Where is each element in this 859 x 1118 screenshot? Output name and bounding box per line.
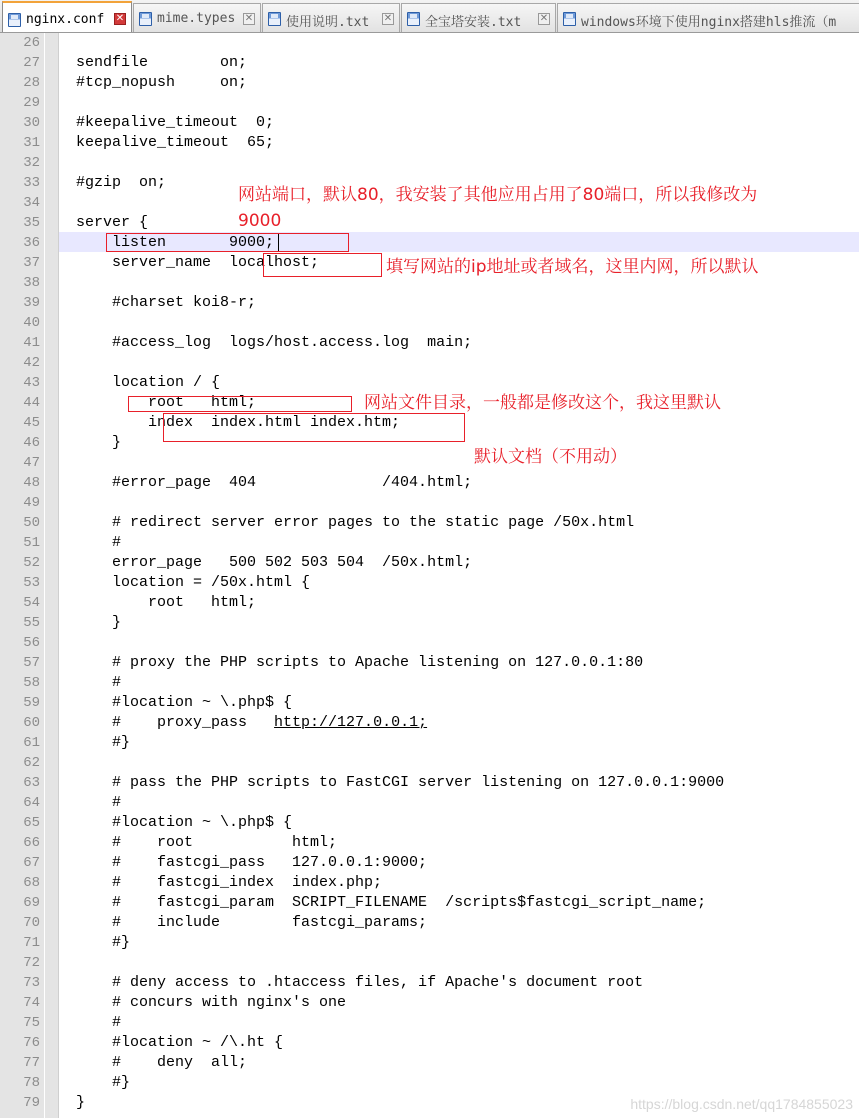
code-line[interactable]	[40, 1033, 283, 1053]
code-line[interactable]	[40, 113, 274, 133]
line-number: 64	[23, 795, 40, 811]
code-text: }	[40, 614, 122, 631]
line-number: 76	[23, 1035, 40, 1051]
line-number: 60	[23, 715, 40, 731]
line-number: 32	[23, 155, 40, 171]
file-icon	[8, 13, 21, 27]
code-text: }	[40, 1094, 86, 1111]
line-number: 48	[23, 475, 40, 491]
annotation-box-index	[163, 413, 465, 442]
code-text: listen 9000;	[40, 234, 275, 251]
code-text: index index.html index.htm;	[40, 414, 401, 431]
code-line[interactable]	[40, 893, 706, 913]
line-number: 71	[23, 935, 40, 951]
code-text: # deny access to .htaccess files, if Apache's document root	[40, 974, 644, 991]
file-icon	[563, 12, 576, 26]
code-text: root html;	[40, 594, 257, 611]
line-number: 53	[23, 575, 40, 591]
code-line[interactable]	[40, 373, 220, 393]
tab-usage-notes[interactable]	[262, 3, 400, 32]
tab-baota-install[interactable]	[401, 3, 556, 32]
code-text: #}	[40, 734, 131, 751]
annotation-root: 网站文件目录，一般都是修改这个，我这里默认	[364, 393, 721, 413]
file-icon	[268, 12, 281, 26]
line-number: 56	[23, 635, 40, 651]
code-line[interactable]	[40, 873, 382, 893]
code-link[interactable]: http://127.0.0.1;	[274, 714, 428, 731]
line-number: 43	[23, 375, 40, 391]
line-number: 36	[23, 235, 40, 251]
code-text: #location ~ \.php$ {	[40, 814, 293, 831]
code-line[interactable]	[40, 53, 247, 73]
line-number: 78	[23, 1075, 40, 1091]
code-text: # root html;	[40, 834, 338, 851]
line-number: 73	[23, 975, 40, 991]
line-number: 42	[23, 355, 40, 371]
code-line[interactable]	[40, 213, 148, 233]
line-number: 75	[23, 1015, 40, 1031]
code-text: #location ~ \.php$ {	[40, 694, 293, 711]
tab-label: 使用说明.txt	[286, 15, 370, 30]
line-number: 52	[23, 555, 40, 571]
line-number: 58	[23, 675, 40, 691]
code-text: # fastcgi_pass 127.0.0.1:9000;	[40, 854, 428, 871]
line-number: 29	[23, 95, 40, 111]
code-text: root html;	[40, 394, 257, 411]
code-line[interactable]	[40, 533, 121, 553]
line-number: 72	[23, 955, 40, 971]
tab-label: mime.types	[157, 11, 236, 26]
code-line[interactable]	[40, 1073, 130, 1093]
line-number: 35	[23, 215, 40, 231]
code-text: # proxy the PHP scripts to Apache listening on 127.0.0.1:80	[40, 654, 644, 671]
line-number: 62	[23, 755, 40, 771]
code-text: location / {	[40, 374, 221, 391]
code-line[interactable]	[40, 73, 247, 93]
line-number: 44	[23, 395, 40, 411]
line-number: 41	[23, 335, 40, 351]
line-number: 49	[23, 495, 40, 511]
code-text: #error_page 404 /404.html;	[40, 474, 473, 491]
tab-windows-nginx-hls[interactable]	[557, 3, 859, 32]
line-number: 66	[23, 835, 40, 851]
annotation-box-listen	[106, 233, 349, 252]
code-text: #charset koi8-r;	[40, 294, 257, 311]
line-number: 26	[23, 35, 40, 51]
code-line[interactable]	[40, 813, 292, 833]
line-number: 55	[23, 615, 40, 631]
code-line[interactable]	[40, 913, 427, 933]
code-line[interactable]	[40, 333, 472, 353]
code-line[interactable]	[40, 173, 166, 193]
code-text: # pass the PHP scripts to FastCGI server listening on 127.0.0.1:9000	[40, 774, 725, 791]
code-text: # concurs with nginx's one	[40, 994, 347, 1011]
line-number: 31	[23, 135, 40, 151]
code-text: # include fastcgi_params;	[40, 914, 428, 931]
code-line[interactable]	[40, 733, 130, 753]
code-text: #tcp_nopush on;	[40, 74, 248, 91]
file-icon	[139, 12, 152, 26]
code-text: # redirect server error pages to the static page /50x.html	[40, 514, 635, 531]
tab-label: nginx.conf	[26, 12, 105, 27]
tab-label: windows环境下使用nginx搭建hls推流（m	[581, 15, 837, 30]
line-number: 54	[23, 595, 40, 611]
line-number: 27	[23, 55, 40, 71]
code-text: #	[40, 794, 122, 811]
code-text: # deny all;	[40, 1054, 248, 1071]
code-line[interactable]	[40, 673, 121, 693]
code-text: #location ~ /\.ht {	[40, 1034, 284, 1051]
code-text: #}	[40, 934, 131, 951]
code-line[interactable]	[40, 993, 346, 1013]
close-icon[interactable]: ✕	[383, 13, 393, 24]
code-text: sendfile on;	[40, 54, 248, 71]
watermark: https://blog.csdn.net/qq1784855023	[630, 1096, 853, 1112]
close-icon[interactable]: ✕	[244, 13, 254, 24]
code-line[interactable]	[40, 613, 121, 633]
code-line[interactable]	[40, 1093, 85, 1113]
code-text: #}	[40, 1074, 131, 1091]
code-text: # fastcgi_index index.php;	[40, 874, 383, 891]
code-text: server_name localhost;	[40, 254, 320, 271]
tab-label: 全宝塔安装.txt	[425, 15, 522, 30]
code-text: # fastcgi_param SCRIPT_FILENAME /scripts$fastcgi_script_name;	[40, 894, 707, 911]
line-number: 69	[23, 895, 40, 911]
code-text: #	[40, 534, 122, 551]
line-number: 51	[23, 535, 40, 551]
line-number: 79	[23, 1095, 40, 1111]
annotation-index: 默认文档（不用动）	[474, 447, 627, 467]
line-number: 34	[23, 195, 40, 211]
code-line[interactable]	[40, 1013, 121, 1033]
line-number: 37	[23, 255, 40, 271]
line-number: 74	[23, 995, 40, 1011]
code-text: # proxy_pass	[40, 714, 275, 731]
code-line[interactable]	[40, 553, 472, 573]
line-number: 59	[23, 695, 40, 711]
code-text: server {	[40, 214, 149, 231]
code-line[interactable]	[40, 793, 121, 813]
code-line[interactable]	[40, 653, 643, 673]
annotation-port-line2: 9000	[238, 211, 282, 231]
code-line[interactable]	[40, 713, 427, 733]
line-number: 45	[23, 415, 40, 431]
code-text: #keepalive_timeout 0;	[40, 114, 275, 131]
code-line[interactable]	[40, 853, 427, 873]
line-number: 70	[23, 915, 40, 931]
code-text: #gzip on;	[40, 174, 167, 191]
line-number: 57	[23, 655, 40, 671]
tab-mime-types[interactable]	[133, 3, 261, 32]
line-number: 40	[23, 315, 40, 331]
code-line[interactable]	[40, 473, 472, 493]
line-number: 67	[23, 855, 40, 871]
code-line[interactable]	[40, 513, 634, 533]
annotation-box-root	[128, 396, 352, 412]
annotation-server-name: 填写网站的ip地址或者域名，这里内网，所以默认	[386, 257, 759, 277]
line-number: 47	[23, 455, 40, 471]
line-number: 65	[23, 815, 40, 831]
line-number: 61	[23, 735, 40, 751]
code-line[interactable]	[40, 433, 121, 453]
annotation-box-server-name	[263, 253, 382, 277]
code-line[interactable]	[40, 933, 130, 953]
code-text: #access_log logs/host.access.log main;	[40, 334, 473, 351]
code-text: #	[40, 1014, 122, 1031]
line-number: 63	[23, 775, 40, 791]
code-text: }	[40, 434, 122, 451]
code-text: error_page 500 502 503 504 /50x.html;	[40, 554, 473, 571]
close-icon[interactable]: ✕	[115, 13, 125, 24]
tab-bar	[0, 0, 859, 33]
code-line[interactable]	[40, 973, 643, 993]
tab-nginx-conf[interactable]	[2, 1, 132, 33]
line-number: 33	[23, 175, 40, 191]
code-text: keepalive_timeout 65;	[40, 134, 275, 151]
line-number: 39	[23, 295, 40, 311]
close-icon[interactable]: ✕	[539, 13, 549, 24]
annotation-port-line1: 网站端口，默认80，我安装了其他应用占用了80端口，所以我修改为	[238, 185, 758, 205]
line-number: 46	[23, 435, 40, 451]
code-line[interactable]	[40, 773, 724, 793]
code-line[interactable]	[40, 693, 292, 713]
code-line[interactable]	[40, 573, 310, 593]
code-line[interactable]	[40, 593, 256, 613]
code-line[interactable]	[40, 293, 256, 313]
line-number: 28	[23, 75, 40, 91]
code-line[interactable]	[40, 833, 337, 853]
file-icon	[407, 12, 420, 26]
line-number: 77	[23, 1055, 40, 1071]
code-text: location = /50x.html {	[40, 574, 311, 591]
line-number: 30	[23, 115, 40, 131]
line-number: 50	[23, 515, 40, 531]
code-line[interactable]	[40, 133, 274, 153]
code-line[interactable]	[40, 1053, 247, 1073]
code-text: #	[40, 674, 122, 691]
line-number: 68	[23, 875, 40, 891]
line-number: 38	[23, 275, 40, 291]
